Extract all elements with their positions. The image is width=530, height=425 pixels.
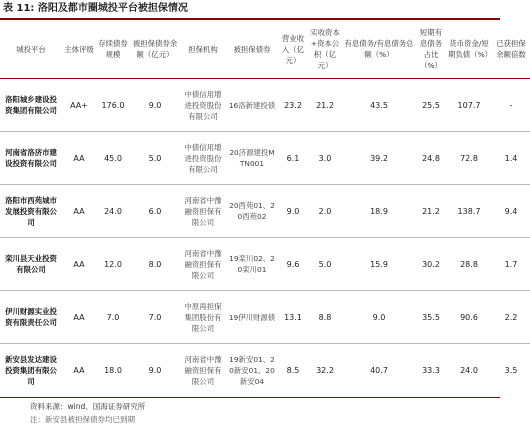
cell-revenue: 8.5	[286, 365, 300, 375]
header-guarantor: 担保机构	[188, 44, 218, 54]
cell-platform: 伊川财源实业投资有限责任公司	[5, 307, 57, 327]
cell-capital: 8.8	[318, 312, 332, 322]
cell-cash-ratio: 90.6	[460, 312, 478, 322]
cell-guaranteed: 8.0	[148, 259, 162, 269]
cell-revenue: 9.6	[286, 259, 300, 269]
cell-multiple: 2.2	[504, 312, 518, 322]
cell-short-ratio: 35.5	[422, 312, 440, 322]
cell-cash-ratio: 138.7	[457, 206, 481, 216]
cell-cash-ratio: 28.8	[460, 259, 478, 269]
cell-platform: 栾川县天业投资有限公司	[5, 254, 57, 274]
cell-capital: 32.2	[316, 365, 334, 375]
cell-rating: AA	[73, 206, 85, 216]
cell-short-ratio: 24.8	[422, 153, 440, 163]
table-row	[0, 291, 530, 344]
cell-debt-ratio: 9.0	[372, 312, 386, 322]
cell-short-ratio: 21.2	[422, 206, 440, 216]
cell-guarantor: 中债信用增进投资股份有限公司	[184, 142, 222, 174]
cell-bond: 20西苑01、20西苑02	[229, 201, 275, 221]
cell-guarantor: 中债信用增进投资股份有限公司	[184, 89, 222, 121]
table-row	[0, 238, 530, 291]
cell-rating: AA	[73, 259, 85, 269]
table-row	[0, 344, 530, 397]
cell-guaranteed: 9.0	[148, 100, 162, 110]
cell-cash-ratio: 24.0	[460, 365, 478, 375]
cell-platform: 河南省洛济市建设投资有限公司	[5, 148, 57, 168]
table-row	[0, 132, 530, 185]
cell-capital: 3.0	[318, 153, 332, 163]
header-debt-ratio: 有息债务/有息债务总额（%）	[344, 39, 414, 59]
cell-guarantor: 河南省中豫融资担保有限公司	[184, 195, 222, 227]
cell-guaranteed: 5.0	[148, 153, 162, 163]
header-bond: 被担保债券	[233, 44, 271, 54]
header-row	[0, 20, 530, 79]
cell-short-ratio: 33.3	[422, 365, 440, 375]
cell-rating: AA	[73, 365, 85, 375]
cell-multiple: 1.4	[504, 153, 518, 163]
cell-debt-ratio: 40.7	[370, 365, 388, 375]
cell-scale: 12.0	[104, 259, 122, 269]
header-guaranteed: 被担保债券余额（亿元）	[132, 39, 178, 59]
cell-platform: 洛阳城乡建设投资集团有限公司	[5, 95, 57, 115]
cell-platform: 新安县发达建设投资集团有限公司	[5, 354, 57, 386]
cell-rating: AA+	[70, 100, 88, 110]
cell-bond: 19新安01、20新安01、20新安04	[229, 354, 275, 386]
cell-revenue: 6.1	[286, 153, 300, 163]
cell-short-ratio: 25.5	[422, 100, 440, 110]
cell-scale: 176.0	[101, 100, 125, 110]
cell-debt-ratio: 15.9	[370, 259, 388, 269]
cell-bond: 19栾川02、20栾川01	[229, 254, 275, 274]
cell-revenue: 23.2	[284, 100, 302, 110]
cell-multiple: -	[509, 100, 513, 110]
header-rating: 主体评级	[64, 44, 94, 54]
table-title: 表 11: 洛阳及都市圈城投平台被担保情况	[3, 3, 188, 14]
cell-guaranteed: 9.0	[148, 365, 162, 375]
cell-bond: 16洛新建投债	[228, 100, 276, 110]
cell-debt-ratio: 39.2	[370, 153, 388, 163]
cell-debt-ratio: 18.9	[370, 206, 388, 216]
cell-bond: 20济源建投MTN001	[229, 148, 275, 168]
header-revenue: 营业收入（亿元）	[281, 33, 305, 65]
cell-guarantor: 中原再担保集团股份有限公司	[184, 301, 222, 333]
header-cash-ratio: 货币资金/短期负债（%）	[448, 39, 492, 59]
cell-guarantor: 河南省中豫融资担保有限公司	[184, 354, 222, 386]
table-row	[0, 79, 530, 132]
table-row	[0, 185, 530, 238]
cell-scale: 24.0	[104, 206, 122, 216]
header-multiple: 已获担保余额倍数	[496, 39, 526, 59]
cell-rating: AA	[73, 312, 85, 322]
cell-multiple: 3.5	[504, 365, 518, 375]
cell-bond: 19伊川财源债	[228, 312, 276, 322]
cell-multiple: 9.4	[504, 206, 518, 216]
cell-guarantor: 河南省中豫融资担保有限公司	[184, 248, 222, 280]
cell-cash-ratio: 72.8	[460, 153, 478, 163]
cell-guaranteed: 6.0	[148, 206, 162, 216]
bottom-rule	[0, 397, 500, 398]
footnote: 注：新安县被担保债券均已到期	[30, 415, 135, 424]
cell-revenue: 13.1	[284, 312, 302, 322]
cell-multiple: 1.7	[504, 259, 518, 269]
cell-scale: 18.0	[104, 365, 122, 375]
header-platform: 城投平台	[16, 44, 46, 54]
guarantee-table	[0, 20, 530, 397]
cell-scale: 7.0	[106, 312, 120, 322]
cell-rating: AA	[73, 153, 85, 163]
header-scale: 存续债券规模	[98, 39, 128, 59]
header-short-ratio: 短期有息债务占比（%）	[419, 28, 443, 70]
cell-short-ratio: 30.2	[422, 259, 440, 269]
source-note: 资料来源：wind、国海证券研究所	[30, 402, 146, 411]
header-capital: 实收资本+资本公积（亿元）	[310, 28, 340, 70]
cell-scale: 45.0	[104, 153, 122, 163]
cell-debt-ratio: 43.5	[370, 100, 388, 110]
cell-capital: 5.0	[318, 259, 332, 269]
cell-capital: 21.2	[316, 100, 334, 110]
cell-cash-ratio: 107.7	[457, 100, 481, 110]
cell-revenue: 9.0	[286, 206, 300, 216]
cell-capital: 2.0	[318, 206, 332, 216]
cell-guaranteed: 7.0	[148, 312, 162, 322]
cell-platform: 洛阳市西苑城市发展投资有限公司	[5, 195, 57, 227]
